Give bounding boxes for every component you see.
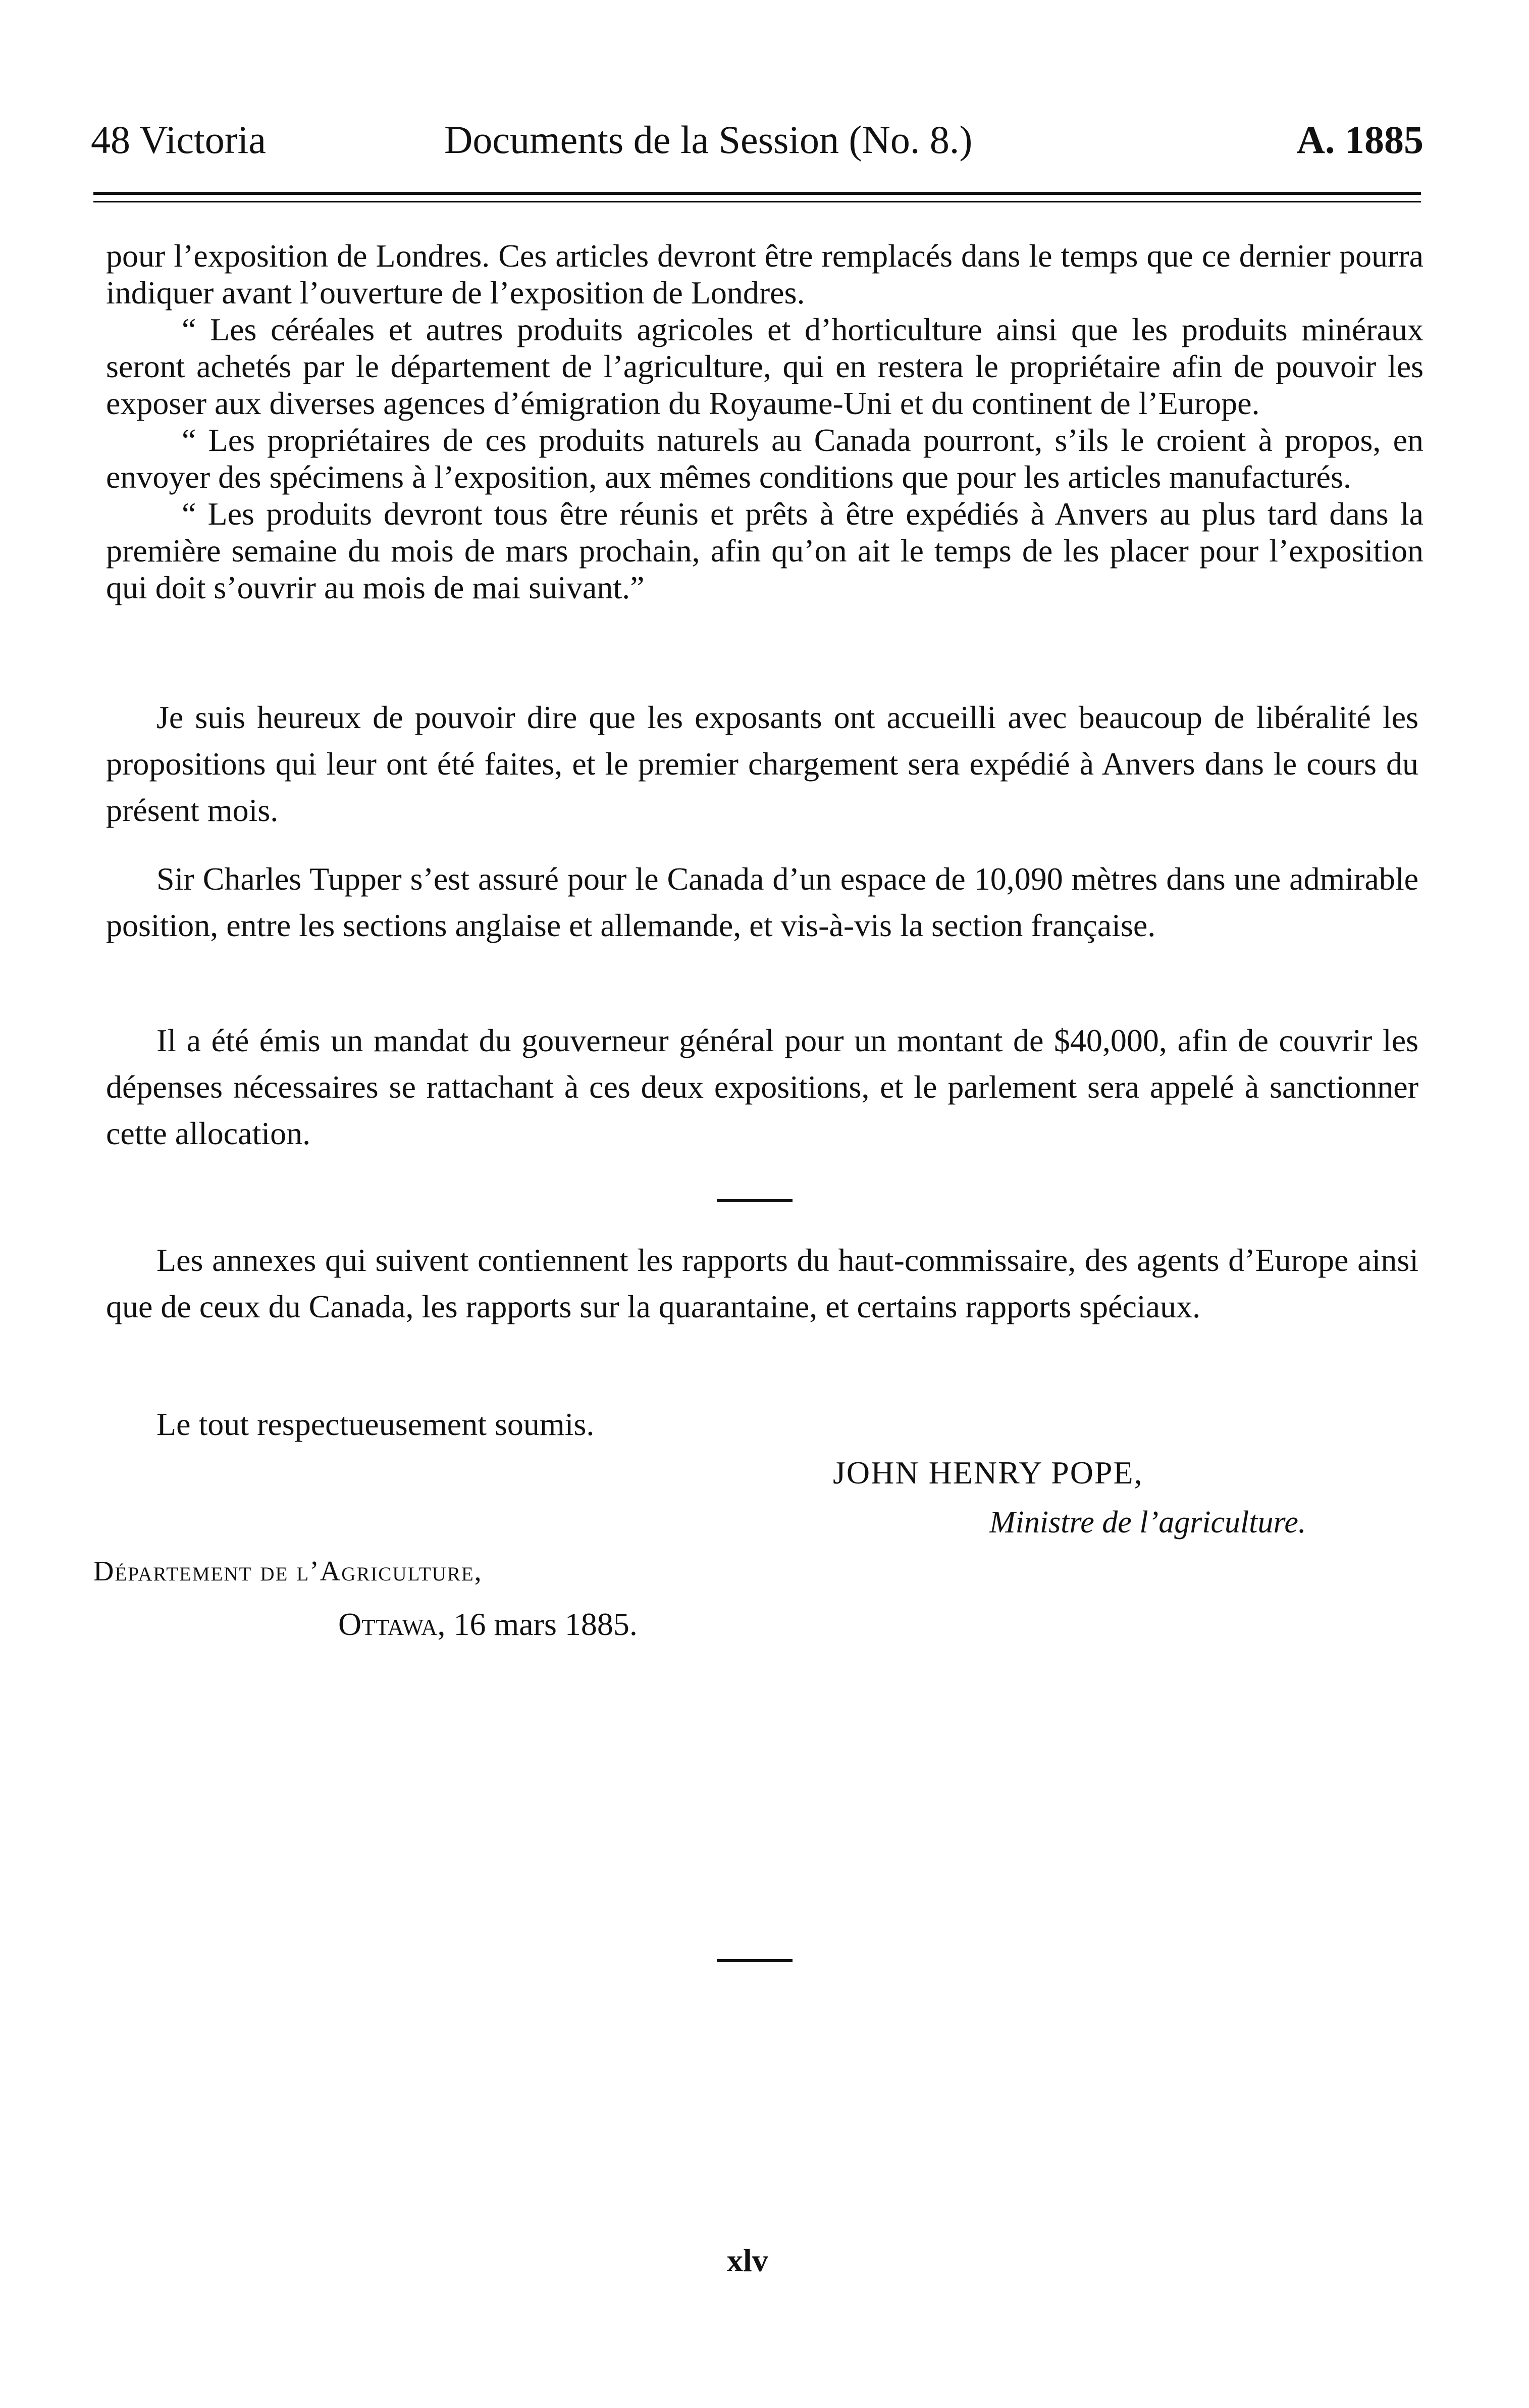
body-paragraph (106, 1017, 1418, 1157)
body-paragraph (106, 1237, 1418, 1330)
header-rule-thick (93, 192, 1421, 195)
paragraph-exposants: Je suis heureux de pouvoir dire que les exposants ont accueilli avec beaucoup de libéralité les propositions qui leur ont été faites, et le premier chargement sera expédié à Anvers dans le cours du présent mois. (106, 699, 1418, 828)
dateline-city: Ottawa, (338, 1606, 446, 1642)
section-divider (717, 1199, 793, 1202)
header-year: A. 1885 (1296, 118, 1423, 162)
paragraph-closing: Le tout respectueusement soumis. (156, 1406, 595, 1442)
quote-paragraph: “ Les produits devront tous être réunis et prêts à être expédiés à Anvers au plus tard dans la première semaine du mois de mars prochain, afin qu’on ait le temps de les placer pour l’exposition qui doit s’ouvrir au mois de mai suivant.” (106, 496, 1423, 605)
dateline-place (338, 1606, 638, 1643)
body-paragraph (106, 1401, 1418, 1448)
quoted-passage (106, 237, 1423, 606)
header-volume: 48 Victoria (91, 118, 266, 162)
signature-title: Ministre de l’agriculture. (989, 1505, 1306, 1540)
quote-paragraph: pour l’exposition de Londres. Ces articles devront être remplacés dans le temps que ce dernier pourra indiquer avant l’ouverture de l’exposition de Londres. (106, 238, 1423, 311)
running-header (91, 117, 1423, 168)
quote-paragraph: “ Les propriétaires de ces produits naturels au Canada pourront, s’ils le croient à propos, en envoyer des spécimens à l’exposition, aux mêmes conditions que pour les articles manufacturés. (106, 422, 1423, 495)
dateline-date: 16 mars 1885. (453, 1606, 638, 1642)
quote-paragraph: “ Les céréales et autres produits agricoles et d’horticulture ainsi que les produits minéraux seront achetés par le département de l’agriculture, qui en restera le propriétaire afin de pouvoir les exposer aux diverses agences d’émigration du Royaume-Uni et du continent de l’Europe. (106, 312, 1423, 421)
page-number: xlv (727, 2242, 768, 2278)
footer-divider (717, 1959, 793, 1962)
paragraph-tupper: Sir Charles Tupper s’est assuré pour le Canada d’un espace de 10,090 mètres dans une admirable position, entre les sections anglaise et allemande, et vis-à-vis la section française. (106, 861, 1418, 943)
dateline-department: Département de l’Agriculture, (93, 1556, 483, 1587)
body-paragraph (106, 856, 1418, 949)
signature-name: JOHN HENRY POPE, (833, 1455, 1143, 1491)
body-paragraph (106, 694, 1418, 834)
paragraph-annexes: Les annexes qui suivent contiennent les rapports du haut-commissaire, des agents d’Europe ainsi que de ceux du Canada, les rapports sur la quarantaine, et certains rapports spéciaux. (106, 1242, 1418, 1324)
header-rule-thin (93, 201, 1421, 202)
header-title: Documents de la Session (No. 8.) (444, 118, 973, 162)
paragraph-mandat: Il a été émis un mandat du gouverneur général pour un montant de $40,000, afin de couvrir les dépenses nécessaires se rattachant à ces deux expositions, et le parlement sera appelé à sanctionner cette allocation. (106, 1022, 1418, 1151)
